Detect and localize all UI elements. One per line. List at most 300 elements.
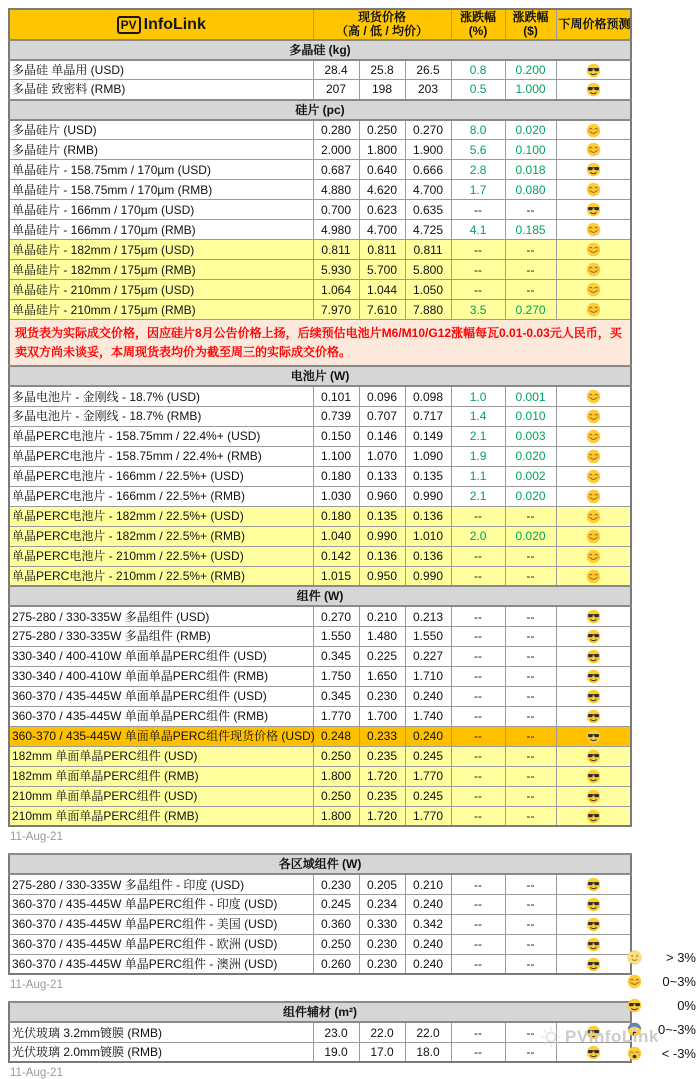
section-header-row bbox=[9, 1002, 631, 1022]
product-label: 单晶PERC电池片 - 158.75mm / 22.4%+ (USD) bbox=[9, 426, 313, 446]
slight-emoji-icon bbox=[627, 950, 642, 965]
product-label: 单晶PERC电池片 - 166mm / 22.5%+ (USD) bbox=[9, 466, 313, 486]
product-label: 275-280 / 330-335W 多晶组件 (RMB) bbox=[9, 626, 313, 646]
cool-emoji-icon bbox=[586, 1025, 601, 1040]
price-low-cell: 4.620 bbox=[359, 180, 405, 200]
price-high-cell: 0.280 bbox=[313, 120, 359, 140]
product-label: 多晶硅 单晶用 (USD) bbox=[9, 60, 313, 80]
forecast-cell bbox=[556, 220, 631, 240]
change-abs-cell: -- bbox=[505, 954, 556, 974]
date-stamp: 11-Aug-21 bbox=[10, 831, 63, 844]
price-low-cell: 0.950 bbox=[359, 566, 405, 586]
change-pct-cell: 2.1 bbox=[451, 486, 505, 506]
product-label: 182mm 单面单晶PERC组件 (USD) bbox=[9, 746, 313, 766]
cool-emoji-icon bbox=[586, 729, 601, 744]
cool-emoji-icon bbox=[586, 897, 601, 912]
section-title: 多晶硅 (kg) bbox=[9, 40, 631, 60]
price-row bbox=[9, 746, 631, 766]
cool-emoji-icon bbox=[586, 629, 601, 644]
price-avg-cell: 0.240 bbox=[405, 726, 451, 746]
price-high-cell: 0.250 bbox=[313, 934, 359, 954]
price-high-cell: 7.970 bbox=[313, 300, 359, 320]
product-label: 单晶PERC电池片 - 166mm / 22.5%+ (RMB) bbox=[9, 486, 313, 506]
forecast-cell bbox=[556, 626, 631, 646]
price-row bbox=[9, 646, 631, 666]
price-high-cell: 1.550 bbox=[313, 626, 359, 646]
smile-emoji-icon bbox=[586, 549, 601, 564]
product-label: 单晶PERC电池片 - 158.75mm / 22.4%+ (RMB) bbox=[9, 446, 313, 466]
price-low-cell: 0.235 bbox=[359, 746, 405, 766]
price-high-cell: 0.345 bbox=[313, 686, 359, 706]
change-pct-cell: -- bbox=[451, 606, 505, 626]
price-avg-cell: 18.0 bbox=[405, 1042, 451, 1062]
change-abs-cell: 0.020 bbox=[505, 486, 556, 506]
smile-emoji-icon bbox=[586, 529, 601, 544]
price-row bbox=[9, 1042, 631, 1062]
price-low-cell: 1.650 bbox=[359, 666, 405, 686]
cool-emoji-icon bbox=[586, 649, 601, 664]
price-row bbox=[9, 60, 631, 80]
price-row bbox=[9, 280, 631, 300]
forecast-cell bbox=[556, 874, 631, 894]
price-avg-cell: 0.990 bbox=[405, 566, 451, 586]
change-pct-cell: 2.8 bbox=[451, 160, 505, 180]
price-row bbox=[9, 914, 631, 934]
price-low-cell: 0.707 bbox=[359, 406, 405, 426]
price-avg-cell: 0.990 bbox=[405, 486, 451, 506]
forecast-cell bbox=[556, 686, 631, 706]
smile-emoji-icon bbox=[586, 469, 601, 484]
price-row bbox=[9, 546, 631, 566]
cool-emoji-icon bbox=[586, 1045, 601, 1060]
price-row bbox=[9, 120, 631, 140]
change-pct-cell: -- bbox=[451, 626, 505, 646]
product-label: 360-370 / 435-445W 单晶PERC组件 - 澳洲 (USD) bbox=[9, 954, 313, 974]
price-low-cell: 0.225 bbox=[359, 646, 405, 666]
change-pct-cell: -- bbox=[451, 260, 505, 280]
price-high-cell: 2.000 bbox=[313, 140, 359, 160]
change-abs-cell: 0.080 bbox=[505, 180, 556, 200]
price-low-cell: 5.700 bbox=[359, 260, 405, 280]
price-row bbox=[9, 386, 631, 406]
product-label: 单晶PERC电池片 - 210mm / 22.5%+ (USD) bbox=[9, 546, 313, 566]
price-row bbox=[9, 706, 631, 726]
smile-emoji-icon bbox=[586, 569, 601, 584]
change-abs-cell: -- bbox=[505, 914, 556, 934]
price-avg-cell: 1.740 bbox=[405, 706, 451, 726]
change-pct-cell: -- bbox=[451, 706, 505, 726]
price-high-cell: 0.142 bbox=[313, 546, 359, 566]
price-avg-cell: 4.700 bbox=[405, 180, 451, 200]
price-high-cell: 1.015 bbox=[313, 566, 359, 586]
product-label: 360-370 / 435-445W 单晶PERC组件 - 欧洲 (USD) bbox=[9, 934, 313, 954]
cool-emoji-icon bbox=[586, 809, 601, 824]
column-header-change-pct: 涨跌幅 (%) bbox=[451, 9, 505, 40]
header-row bbox=[9, 9, 631, 40]
price-high-cell: 0.687 bbox=[313, 160, 359, 180]
change-pct-cell: -- bbox=[451, 686, 505, 706]
forecast-cell bbox=[556, 954, 631, 974]
section-header-row bbox=[9, 586, 631, 606]
price-low-cell: 0.230 bbox=[359, 934, 405, 954]
product-label: 275-280 / 330-335W 多晶组件 - 印度 (USD) bbox=[9, 874, 313, 894]
smile-emoji-icon bbox=[586, 282, 601, 297]
cool-emoji-icon bbox=[586, 709, 601, 724]
section-header-row bbox=[9, 366, 631, 386]
price-avg-cell: 1.770 bbox=[405, 806, 451, 826]
forecast-cell bbox=[556, 506, 631, 526]
change-abs-cell: -- bbox=[505, 766, 556, 786]
change-abs-cell: -- bbox=[505, 566, 556, 586]
change-abs-cell: -- bbox=[505, 1022, 556, 1042]
smile-emoji-icon bbox=[586, 123, 601, 138]
change-abs-cell: -- bbox=[505, 200, 556, 220]
cool-emoji-icon bbox=[586, 63, 601, 78]
forecast-cell bbox=[556, 160, 631, 180]
price-high-cell: 1.770 bbox=[313, 706, 359, 726]
price-high-cell: 0.811 bbox=[313, 240, 359, 260]
price-avg-cell: 203 bbox=[405, 80, 451, 100]
change-pct-cell: 5.6 bbox=[451, 140, 505, 160]
legend-label: > 3% bbox=[666, 949, 696, 965]
price-low-cell: 0.640 bbox=[359, 160, 405, 180]
smile-emoji-icon bbox=[586, 302, 601, 317]
forecast-cell bbox=[556, 934, 631, 954]
change-abs-cell: -- bbox=[505, 260, 556, 280]
cool-emoji-icon bbox=[586, 202, 601, 217]
change-pct-cell: 2.0 bbox=[451, 526, 505, 546]
price-avg-cell: 1.770 bbox=[405, 766, 451, 786]
price-high-cell: 5.930 bbox=[313, 260, 359, 280]
forecast-cell bbox=[556, 666, 631, 686]
legend-item bbox=[627, 945, 696, 969]
legend-label: < -3% bbox=[661, 1045, 696, 1061]
price-high-cell: 0.248 bbox=[313, 726, 359, 746]
product-label: 单晶硅片 - 166mm / 170µm (USD) bbox=[9, 200, 313, 220]
forecast-legend bbox=[627, 945, 696, 1065]
product-label: 360-370 / 435-445W 单面单晶PERC组件 (RMB) bbox=[9, 706, 313, 726]
price-avg-cell: 0.135 bbox=[405, 466, 451, 486]
price-low-cell: 0.330 bbox=[359, 914, 405, 934]
change-pct-cell: 1.9 bbox=[451, 446, 505, 466]
price-low-cell: 0.205 bbox=[359, 874, 405, 894]
price-low-cell: 0.990 bbox=[359, 526, 405, 546]
section-title: 电池片 (W) bbox=[9, 366, 631, 386]
price-low-cell: 0.096 bbox=[359, 386, 405, 406]
product-label: 多晶电池片 - 金刚线 - 18.7% (USD) bbox=[9, 386, 313, 406]
price-high-cell: 1.100 bbox=[313, 446, 359, 466]
price-avg-cell: 0.270 bbox=[405, 120, 451, 140]
price-avg-cell: 0.342 bbox=[405, 914, 451, 934]
change-pct-cell: 1.7 bbox=[451, 180, 505, 200]
forecast-cell bbox=[556, 606, 631, 626]
change-abs-cell: -- bbox=[505, 874, 556, 894]
date-stamp: 11-Aug-21 bbox=[10, 1067, 63, 1079]
change-pct-cell: -- bbox=[451, 726, 505, 746]
change-abs-cell: 0.010 bbox=[505, 406, 556, 426]
price-high-cell: 0.101 bbox=[313, 386, 359, 406]
smile-emoji-icon bbox=[586, 489, 601, 504]
price-row bbox=[9, 220, 631, 240]
price-high-cell: 1.064 bbox=[313, 280, 359, 300]
price-high-cell: 1.800 bbox=[313, 766, 359, 786]
product-label: 182mm 单面单晶PERC组件 (RMB) bbox=[9, 766, 313, 786]
change-abs-cell: 0.002 bbox=[505, 466, 556, 486]
forecast-cell bbox=[556, 646, 631, 666]
price-high-cell: 0.230 bbox=[313, 874, 359, 894]
change-abs-cell: -- bbox=[505, 726, 556, 746]
price-high-cell: 0.260 bbox=[313, 954, 359, 974]
change-pct-cell: -- bbox=[451, 666, 505, 686]
price-avg-cell: 1.710 bbox=[405, 666, 451, 686]
forecast-cell bbox=[556, 80, 631, 100]
price-low-cell: 0.135 bbox=[359, 506, 405, 526]
change-pct-cell: 0.8 bbox=[451, 60, 505, 80]
price-avg-cell: 0.240 bbox=[405, 686, 451, 706]
price-avg-cell: 1.050 bbox=[405, 280, 451, 300]
forecast-cell bbox=[556, 466, 631, 486]
price-avg-cell: 0.717 bbox=[405, 406, 451, 426]
price-high-cell: 1.040 bbox=[313, 526, 359, 546]
price-high-cell: 0.180 bbox=[313, 466, 359, 486]
change-abs-cell: 0.270 bbox=[505, 300, 556, 320]
brand-name: InfoLink bbox=[143, 15, 206, 33]
price-avg-cell: 0.811 bbox=[405, 240, 451, 260]
legend-label: 0~-3% bbox=[658, 1021, 696, 1037]
change-pct-cell: -- bbox=[451, 1042, 505, 1062]
forecast-cell bbox=[556, 546, 631, 566]
change-abs-cell: 0.200 bbox=[505, 60, 556, 80]
price-row bbox=[9, 260, 631, 280]
price-high-cell: 0.739 bbox=[313, 406, 359, 426]
change-pct-cell: -- bbox=[451, 934, 505, 954]
forecast-cell bbox=[556, 300, 631, 320]
price-low-cell: 0.234 bbox=[359, 894, 405, 914]
product-label: 360-370 / 435-445W 单面单晶PERC组件现货价格 (USD) bbox=[9, 726, 313, 746]
change-abs-cell: -- bbox=[505, 806, 556, 826]
product-label: 多晶硅片 (USD) bbox=[9, 120, 313, 140]
legend-label: 0% bbox=[677, 997, 696, 1013]
forecast-cell bbox=[556, 426, 631, 446]
price-low-cell: 17.0 bbox=[359, 1042, 405, 1062]
change-pct-cell: 8.0 bbox=[451, 120, 505, 140]
product-label: 光伏玻璃 3.2mm镀膜 (RMB) bbox=[9, 1022, 313, 1042]
change-pct-cell: -- bbox=[451, 280, 505, 300]
forecast-cell bbox=[556, 280, 631, 300]
forecast-cell bbox=[556, 180, 631, 200]
smile-emoji-icon bbox=[586, 262, 601, 277]
price-low-cell: 4.700 bbox=[359, 220, 405, 240]
price-row bbox=[9, 526, 631, 546]
price-high-cell: 0.700 bbox=[313, 200, 359, 220]
change-pct-cell: -- bbox=[451, 914, 505, 934]
section-header-row bbox=[9, 854, 631, 874]
smile-emoji-icon bbox=[586, 389, 601, 404]
product-label: 单晶硅片 - 210mm / 175µm (RMB) bbox=[9, 300, 313, 320]
price-avg-cell: 0.635 bbox=[405, 200, 451, 220]
price-low-cell: 0.230 bbox=[359, 954, 405, 974]
cool-emoji-icon bbox=[586, 937, 601, 952]
price-row bbox=[9, 200, 631, 220]
change-pct-cell: 1.1 bbox=[451, 466, 505, 486]
change-abs-cell: -- bbox=[505, 894, 556, 914]
legend-label: 0~3% bbox=[662, 973, 696, 989]
change-abs-cell: -- bbox=[505, 786, 556, 806]
cool-emoji-icon bbox=[586, 669, 601, 684]
price-high-cell: 0.360 bbox=[313, 914, 359, 934]
product-label: 360-370 / 435-445W 单晶PERC组件 - 美国 (USD) bbox=[9, 914, 313, 934]
forecast-cell bbox=[556, 726, 631, 746]
change-pct-cell: 3.5 bbox=[451, 300, 505, 320]
brand-logo bbox=[9, 9, 313, 40]
product-label: 单晶硅片 - 210mm / 175µm (USD) bbox=[9, 280, 313, 300]
smile-emoji-icon bbox=[586, 182, 601, 197]
price-high-cell: 0.270 bbox=[313, 606, 359, 626]
change-pct-cell: -- bbox=[451, 954, 505, 974]
price-row bbox=[9, 566, 631, 586]
change-abs-cell: 0.018 bbox=[505, 160, 556, 180]
price-low-cell: 0.233 bbox=[359, 726, 405, 746]
price-avg-cell: 4.725 bbox=[405, 220, 451, 240]
product-label: 360-370 / 435-445W 单面单晶PERC组件 (USD) bbox=[9, 686, 313, 706]
scream-emoji-icon bbox=[627, 1022, 642, 1037]
change-abs-cell: -- bbox=[505, 646, 556, 666]
forecast-cell bbox=[556, 914, 631, 934]
product-label: 275-280 / 330-335W 多晶组件 (USD) bbox=[9, 606, 313, 626]
change-abs-cell: 0.001 bbox=[505, 386, 556, 406]
cool-emoji-icon bbox=[586, 917, 601, 932]
section-title: 硅片 (pc) bbox=[9, 100, 631, 120]
change-abs-cell: 0.020 bbox=[505, 120, 556, 140]
price-high-cell: 1.030 bbox=[313, 486, 359, 506]
section-header-row bbox=[9, 40, 631, 60]
price-row bbox=[9, 406, 631, 426]
section-title: 组件 (W) bbox=[9, 586, 631, 606]
price-avg-cell: 1.090 bbox=[405, 446, 451, 466]
regional-price-table bbox=[8, 853, 632, 975]
cool-emoji-icon bbox=[586, 877, 601, 892]
price-avg-cell: 26.5 bbox=[405, 60, 451, 80]
column-header-spot-price bbox=[313, 9, 451, 40]
smile-emoji-icon bbox=[586, 449, 601, 464]
change-abs-cell: -- bbox=[505, 626, 556, 646]
price-row bbox=[9, 894, 631, 914]
change-abs-cell: -- bbox=[505, 686, 556, 706]
price-avg-cell: 0.098 bbox=[405, 386, 451, 406]
price-low-cell: 1.070 bbox=[359, 446, 405, 466]
price-high-cell: 1.750 bbox=[313, 666, 359, 686]
price-low-cell: 0.136 bbox=[359, 546, 405, 566]
spot-price-label: 现货价格 bbox=[358, 10, 407, 24]
price-avg-cell: 0.136 bbox=[405, 546, 451, 566]
price-avg-cell: 0.245 bbox=[405, 786, 451, 806]
price-row bbox=[9, 160, 631, 180]
section-title: 组件辅材 (m²) bbox=[9, 1002, 631, 1022]
price-low-cell: 0.811 bbox=[359, 240, 405, 260]
price-row bbox=[9, 426, 631, 446]
product-label: 360-370 / 435-445W 单晶PERC组件 - 印度 (USD) bbox=[9, 894, 313, 914]
product-label: 单晶PERC电池片 - 182mm / 22.5%+ (RMB) bbox=[9, 526, 313, 546]
forecast-cell bbox=[556, 406, 631, 426]
price-row bbox=[9, 626, 631, 646]
change-abs-cell: 0.020 bbox=[505, 446, 556, 466]
legend-item bbox=[627, 969, 696, 993]
change-pct-cell: -- bbox=[451, 200, 505, 220]
price-high-cell: 0.250 bbox=[313, 786, 359, 806]
change-pct-cell: -- bbox=[451, 506, 505, 526]
cool-emoji-icon bbox=[586, 749, 601, 764]
forecast-cell bbox=[556, 386, 631, 406]
price-low-cell: 1.720 bbox=[359, 766, 405, 786]
price-avg-cell: 0.240 bbox=[405, 954, 451, 974]
table-header bbox=[9, 9, 631, 40]
price-low-cell: 22.0 bbox=[359, 1022, 405, 1042]
forecast-cell bbox=[556, 486, 631, 506]
price-low-cell: 0.133 bbox=[359, 466, 405, 486]
change-abs-cell: -- bbox=[505, 606, 556, 626]
product-label: 单晶PERC电池片 - 182mm / 22.5%+ (USD) bbox=[9, 506, 313, 526]
price-high-cell: 0.245 bbox=[313, 894, 359, 914]
price-row bbox=[9, 606, 631, 626]
change-pct-cell: 0.5 bbox=[451, 80, 505, 100]
pv-logo-icon: PV bbox=[117, 16, 141, 34]
cool-emoji-icon bbox=[586, 82, 601, 97]
smile-emoji-icon bbox=[586, 409, 601, 424]
price-row bbox=[9, 506, 631, 526]
price-row bbox=[9, 300, 631, 320]
forecast-cell bbox=[556, 446, 631, 466]
product-label: 单晶硅片 - 158.75mm / 170µm (RMB) bbox=[9, 180, 313, 200]
forecast-cell bbox=[556, 786, 631, 806]
cool-emoji-icon bbox=[586, 162, 601, 177]
change-abs-cell: -- bbox=[505, 666, 556, 686]
price-high-cell: 28.4 bbox=[313, 60, 359, 80]
legend-item bbox=[627, 1017, 696, 1041]
smile-emoji-icon bbox=[586, 142, 601, 157]
price-avg-cell: 22.0 bbox=[405, 1022, 451, 1042]
price-high-cell: 19.0 bbox=[313, 1042, 359, 1062]
price-avg-cell: 0.213 bbox=[405, 606, 451, 626]
price-high-cell: 4.880 bbox=[313, 180, 359, 200]
change-pct-cell: -- bbox=[451, 746, 505, 766]
change-pct-cell: -- bbox=[451, 766, 505, 786]
price-row bbox=[9, 666, 631, 686]
price-row bbox=[9, 1022, 631, 1042]
change-abs-cell: -- bbox=[505, 280, 556, 300]
price-low-cell: 1.700 bbox=[359, 706, 405, 726]
product-label: 光伏玻璃 2.0mm镀膜 (RMB) bbox=[9, 1042, 313, 1062]
column-header-change-abs: 涨跌幅 ($) bbox=[505, 9, 556, 40]
legend-item bbox=[627, 993, 696, 1017]
product-label: 单晶硅片 - 166mm / 170µm (RMB) bbox=[9, 220, 313, 240]
change-abs-cell: -- bbox=[505, 546, 556, 566]
price-avg-cell: 0.149 bbox=[405, 426, 451, 446]
price-low-cell: 1.480 bbox=[359, 626, 405, 646]
forecast-cell bbox=[556, 240, 631, 260]
price-row bbox=[9, 786, 631, 806]
price-row bbox=[9, 140, 631, 160]
cry-emoji-icon bbox=[627, 1046, 642, 1061]
forecast-cell bbox=[556, 746, 631, 766]
price-low-cell: 0.146 bbox=[359, 426, 405, 446]
legend-item bbox=[627, 1041, 696, 1065]
price-low-cell: 0.960 bbox=[359, 486, 405, 506]
price-low-cell: 0.230 bbox=[359, 686, 405, 706]
change-pct-cell: 1.4 bbox=[451, 406, 505, 426]
note-row bbox=[9, 320, 631, 367]
cool-emoji-icon bbox=[586, 769, 601, 784]
change-pct-cell: -- bbox=[451, 894, 505, 914]
